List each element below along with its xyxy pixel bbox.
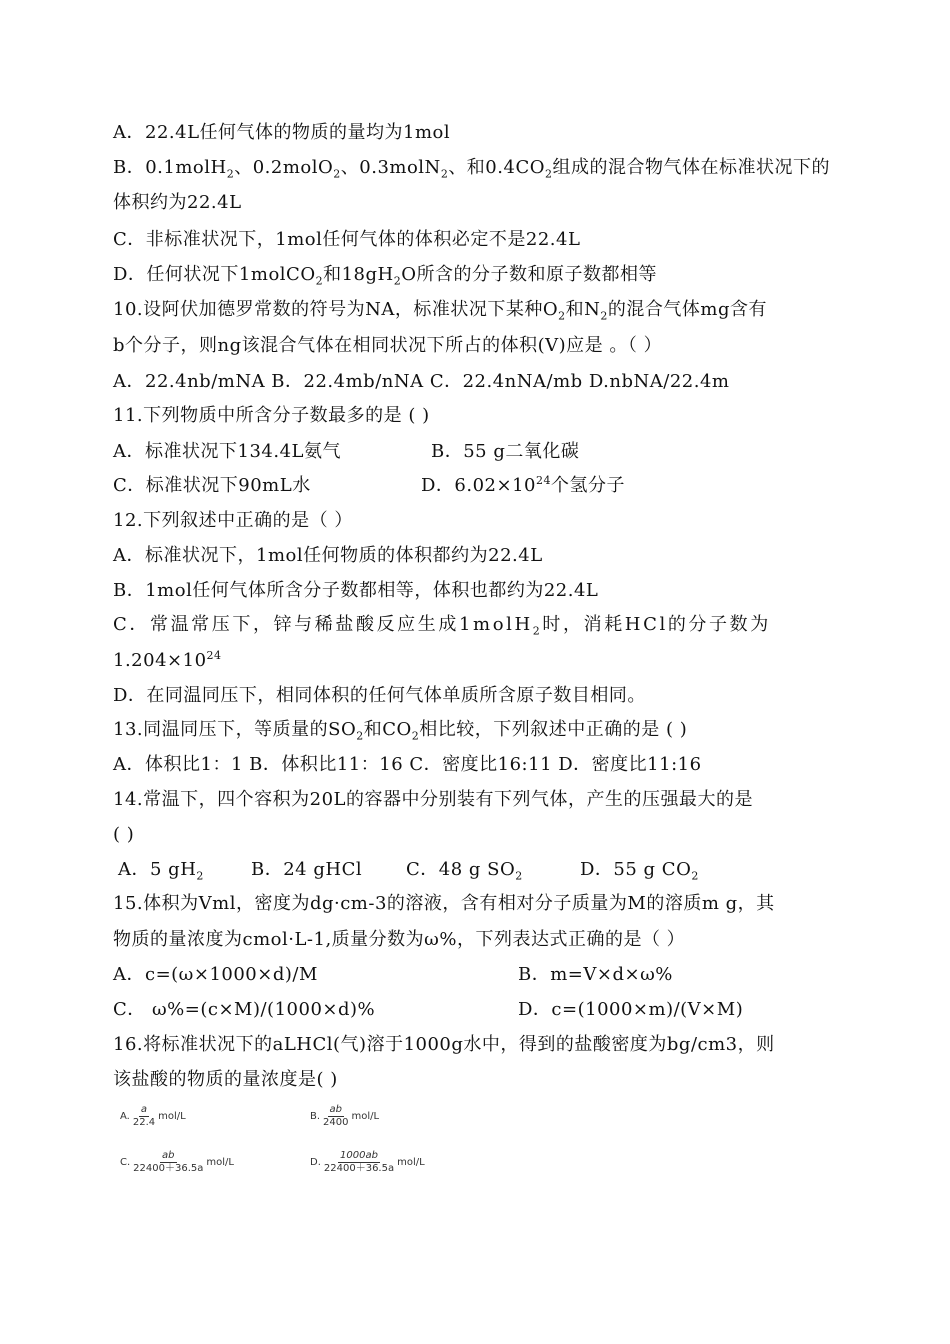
q10-stem-cont: b个分子，则ng该混合气体在相同状况下所占的体积(V)应是 。（ ） [113,335,663,356]
q16-option-c: C. ab 22400＋36.5a mol/L [120,1150,234,1174]
q16-option-d: D. 1000ab 22400＋36.5a mol/L [310,1150,425,1174]
q16-option-a: A. a 22.4 mol/L [120,1104,186,1128]
q15-options-ab: A．c=(ω×1000×d)/M B．m=V×d×ω% [113,964,673,985]
q10-stem: 10.设阿伏加德罗常数的符号为NA，标准状况下某种$O_2$和$N_2$的混合气体mg含有 [113,299,767,323]
q9-option-b-cont: 体积约为22.4L [113,192,242,213]
q16-stem: 16.将标准状况下的aLHCl(气)溶于1000g水中，得到的盐酸密度为bg/cm3，则 [113,1034,775,1055]
q9-option-c: C．非标准状况下，1mol任何气体的体积必定不是22.4L [113,229,581,250]
q9-option-d: D．任何状况下1molCO$_2$和$18gH_2O$所含的分子数和原子数都相等 [113,264,657,288]
q10-options: A．22.4nb/mNA B．22.4mb/nNA C．22.4nNA/mb D.nbNA/22.4m [113,371,730,392]
q9-option-a: A．22.4L任何气体的物质的量均为1mol [113,122,451,143]
q12-option-b: B．1mol任何气体所含分子数都相等，体积也都约为22.4L [113,580,599,601]
q12-option-d: D．在同温同压下，相同体积的任何气体单质所含原子数目相同。 [113,685,646,706]
q14-stem: 14.常温下，四个容积为20L的容器中分别装有下列气体，产生的压强最大的是 [113,789,753,810]
q15-stem: 15.体积为Vml，密度为dg·cm-3的溶液，含有相对分子质量为M的溶质m g，其 [113,893,775,914]
q11-options-ab: A．标准状况下134.4L氨气 B．55 g二氧化碳 [113,441,580,462]
q14-stem-cont: ( ) [113,824,135,845]
q11-options-cd: C．标准状况下90mL水 D．$6.02\times 10^{24}$个氢分子 [113,474,625,496]
q11-stem: 11.下列物质中所含分子数最多的是 ( ) [113,405,430,426]
q16-options-image [120,1100,480,1190]
q12-stem: 12.下列叙述中正确的是（ ） [113,510,353,531]
q13-options: A．体积比1：1 B．体积比11：16 C．密度比16:11 D．密度比11:16 [113,754,702,775]
q16-option-b: B. ab 2400 mol/L [310,1104,380,1128]
q9-option-b: B．0.1molH$_2$、0.2molO$_2$、0.3molN$_2$、和$0.4CO_2$组成的混合物气体在标准状况下的 [113,157,830,181]
q12-option-a: A．标准状况下，1mol任何物质的体积都约为22.4L [113,545,543,566]
q12-option-c: C．常温常压下，锌与稀盐酸反应生成1molH$_2$时，消耗HCl的分子数为 [113,614,771,638]
q12-option-c-cont: $1.204\times 10^{24}$ [113,649,222,671]
q13-stem: 13.同温同压下，等质量的$SO_2$和$CO_2$相比较，下列叙述中正确的是 ( ) [113,719,688,743]
q16-stem-cont: 该盐酸的物质的量浓度是( ) [113,1069,338,1090]
q14-options: A．5 $gH_2$ B．24 gHCl C．48 g $SO_2$ D．55 g $CO_2$ [118,859,699,883]
q15-stem-cont: 物质的量浓度为cmol·L-1,质量分数为ω%，下列表达式正确的是（ ） [113,929,686,950]
q15-options-cd: C． ω%=(c×M)/(1000×d)% D．c=(1000×m)/(V×M) [113,999,744,1020]
